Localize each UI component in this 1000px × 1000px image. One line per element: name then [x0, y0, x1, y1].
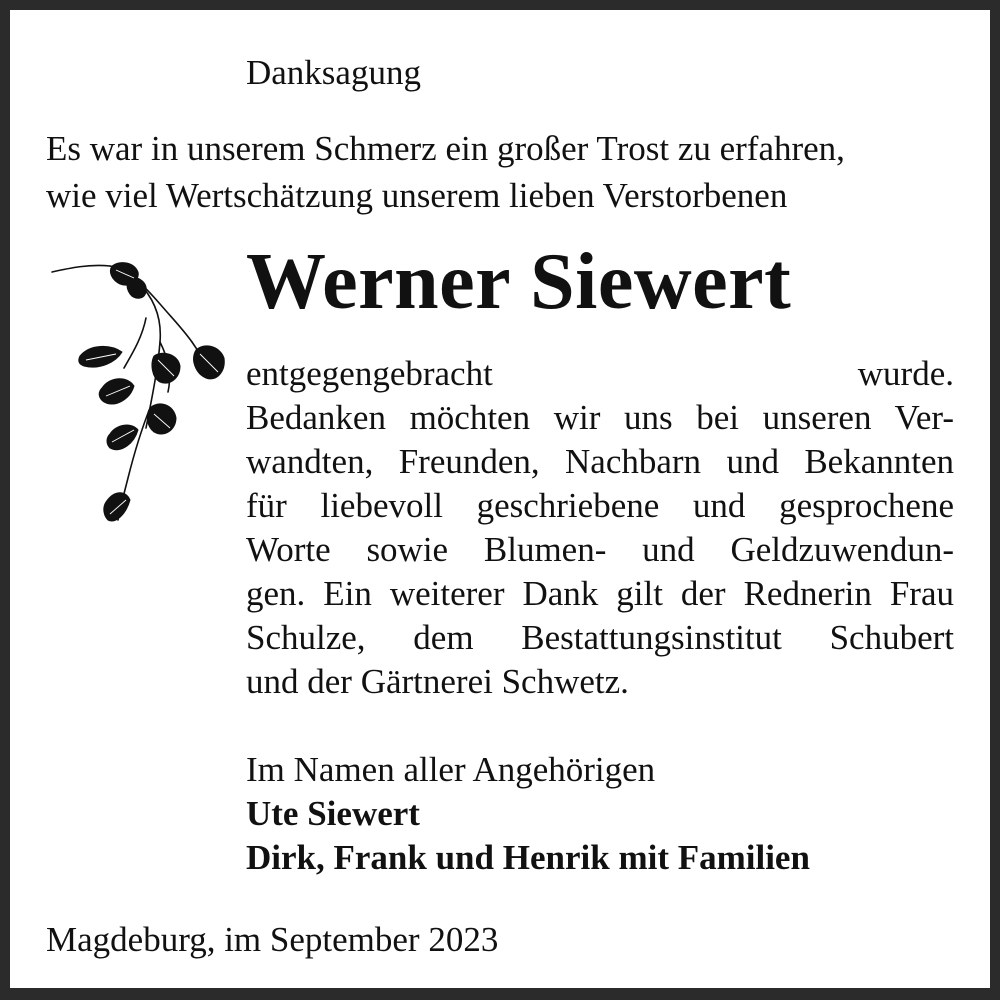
- deceased-name: Werner Siewert: [246, 238, 792, 326]
- intro-line-1: Es war in unserem Schmerz ein großer Trost zu erfahren,: [46, 129, 845, 168]
- body-line-3: wandten, Freunden, Nachbarn und Bekannten: [246, 442, 954, 481]
- body-line-2: Bedanken möchten wir uns bei unseren Ver-: [246, 398, 954, 437]
- place-date: Magdeburg, im September 2023: [46, 920, 499, 959]
- intro-line-2: wie viel Wertschätzung unserem lieben Verstorbenen: [46, 176, 788, 215]
- body-line-8: und der Gärtnerei Schwetz.: [246, 662, 629, 701]
- birch-branch-icon: [50, 258, 230, 538]
- body-line-7: Schulze, dem Bestattungsinstitut Schubert: [246, 618, 954, 657]
- body-line-4: für liebevoll geschriebene und gesprochene: [246, 486, 954, 525]
- signature-name-2: Dirk, Frank und Henrik mit Familien: [246, 838, 810, 877]
- signature-name-1: Ute Siewert: [246, 794, 420, 833]
- body-line-6: gen. Ein weiterer Dank gilt der Rednerin Frau: [246, 574, 954, 613]
- body-line-1: entgegengebracht wurde.: [246, 354, 954, 393]
- body-line-5: Worte sowie Blumen- und Geldzuwendun-: [246, 530, 954, 569]
- obituary-card: [10, 10, 990, 988]
- signature-intro: Im Namen aller Angehörigen: [246, 750, 656, 789]
- notice-heading: Danksagung: [246, 53, 421, 92]
